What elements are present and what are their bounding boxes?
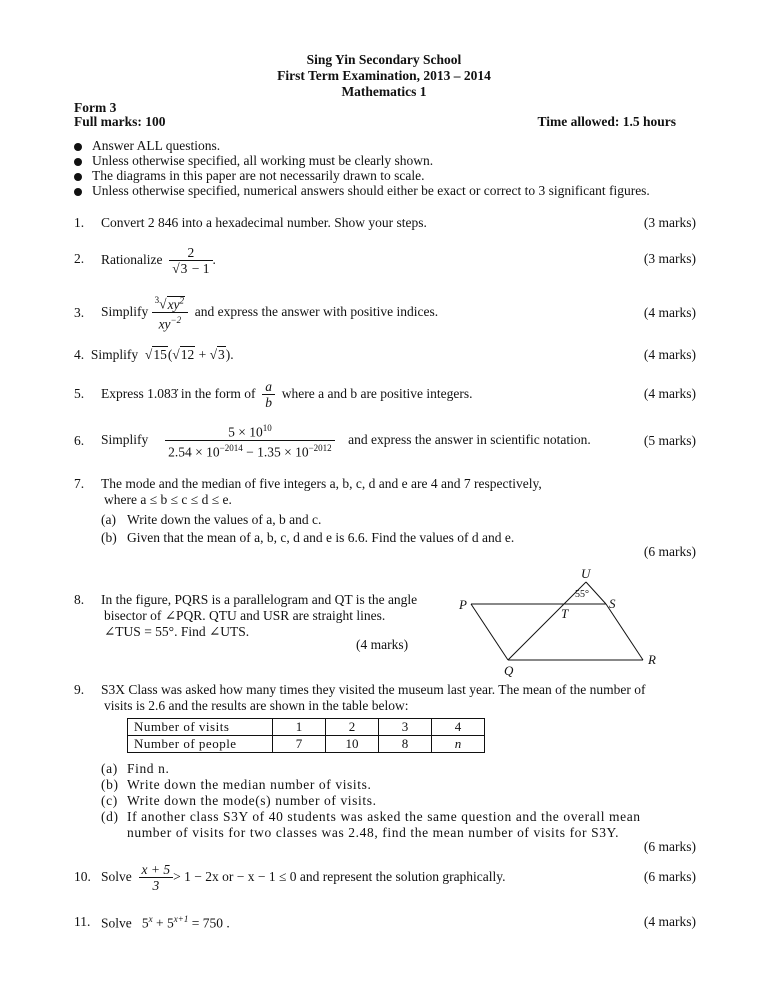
question-number: 6. [74,433,85,448]
question-marks: (6 marks) [643,839,696,854]
q9-part-b: Write down the median number of visits. [127,777,372,792]
angle-label: 55° [575,589,589,600]
q4-math: √15(√12 + √3). [144,347,234,362]
time-allowed: Time allowed: 1.5 hours [537,114,676,129]
line-PQ [471,604,508,660]
bullet-icon [74,143,82,151]
table-cell: 7 [273,736,326,753]
bullet-icon [74,158,82,166]
question-marks: (3 marks) [643,251,696,266]
q7-part-b-label: (b) [101,530,117,545]
question-number: 2. [74,251,85,266]
instruction-item: The diagrams in this paper are not necessarily drawn to scale. [92,168,425,183]
q6-lead: Simplify [101,432,149,447]
parallelogram-figure [440,562,680,682]
question-5-expression [101,376,473,412]
q5-lead: Express 1.083̇ in the form of [101,386,256,401]
question-marks: (6 marks) [643,544,696,559]
q8-line2: bisector of ∠PQR. QTU and USR are straight lines. [104,608,386,623]
q9-part-c-label: (c) [101,793,118,808]
label-T: T [561,606,569,621]
question-marks: (3 marks) [643,215,696,230]
table-row [128,719,485,736]
q6-numerator: $5 \times 10^{10}$ [165,421,335,441]
question-2-expression [101,242,216,278]
question-marks: (6 marks) [643,869,696,884]
q9-part-a-label: (a) [101,761,118,776]
table-cell: 3 [379,719,432,736]
question-number: 10. [74,869,91,884]
question-6-expression [101,420,591,460]
question-number: 11. [74,914,91,929]
question-marks: (4 marks) [643,305,696,320]
bullet-icon [74,173,82,181]
table-cell: n [432,736,485,753]
q7-part-a: Write down the values of a, b and c. [127,512,322,527]
q6-fraction [165,421,335,459]
line-US [586,582,606,604]
question-number: 3. [74,305,85,320]
q9-part-a: Find n. [127,761,170,776]
q9-part-b-label: (b) [101,777,119,792]
label-Q: Q [504,663,514,678]
q3-denominator: $xy^{-2}$ [158,314,182,331]
question-marks: (4 marks) [643,386,696,401]
q7-part-a-label: (a) [101,512,116,527]
question-marks: (5 marks) [643,433,696,448]
q10-lead: Solve [101,869,132,884]
q2-tail: . [212,252,216,267]
table-cell: 8 [379,736,432,753]
label-S: S [609,596,616,611]
q10-denominator: 3 [152,877,160,893]
q8-line3: ∠TUS = 55°. Find ∠UTS. [104,624,250,639]
table-row [128,736,485,753]
q9-line2: visits is 2.6 and the results are shown in the table below: [104,698,409,713]
q10-numerator: x + 5 [139,862,174,878]
label-R: R [648,652,656,667]
q11-lead: Solve [101,915,132,931]
instruction-item: Answer ALL questions. [92,138,221,153]
question-marks: (4 marks) [643,347,696,362]
form-label: Form 3 [74,100,117,115]
full-marks: Full marks: 100 [74,114,166,129]
table-header-cell: Number of people [128,736,273,753]
q5-tail: where a and b are positive integers. [281,386,473,401]
table-cell: 4 [432,719,485,736]
q6-denominator: $2.54 \times 10^{-2014} - 1.35 \times 10^{-2012}$ [168,442,332,459]
q10-fraction [139,862,174,893]
table-header-cell: Number of visits [128,719,273,736]
q2-fraction [169,245,212,276]
q7-line2: where a ≤ b ≤ c ≤ d ≤ e. [104,492,232,507]
q7-line1: The mode and the median of five integers a, b, c, d and e are 4 and 7 respectively, [101,476,542,491]
question-number: 8. [74,592,85,607]
exam-title: First Term Examination, 2013 – 2014 [277,68,491,83]
bullet-icon [74,188,82,196]
q9-part-c: Write down the mode(s) number of visits. [127,793,377,808]
q2-lead: Rationalize [101,252,163,267]
table-cell: 10 [326,736,379,753]
question-11-expression: Solve $5^x + 5^{x+1} = 750$ . [101,914,230,931]
visits-table [127,718,485,753]
q3-tail: and express the answer with positive indices. [194,304,439,319]
question-marks: (4 marks) [643,914,696,929]
q4-lead: Simplify [90,347,139,362]
instruction-item: Unless otherwise specified, numerical answers should either be exact or correct to 3 significant figures. [92,183,650,198]
question-number: 4. [74,347,85,362]
q6-tail: and express the answer in scientific notation. [348,432,591,447]
q3-numerator: $^3√xy^2$ [152,293,188,313]
question-marks: (4 marks) [356,637,409,652]
question-number: 9. [74,682,85,697]
q7-part-b: Given that the mean of a, b, c, d and e is 6.6. Find the values of d and e. [127,530,515,545]
question-4-expression [74,347,234,363]
q9-line1: S3X Class was asked how many times they visited the museum last year. The mean of the number of [101,682,646,697]
question-number: 1. [74,215,85,230]
q9-part-d-line2: number of visits for two classes was 2.48, find the mean number of visits for S3Y. [127,825,620,840]
instruction-item: Unless otherwise specified, all working must be clearly shown. [92,153,434,168]
q9-part-d-line1: If another class S3Y of 40 students was asked the same question and the overall mean [127,809,641,824]
q3-lead: Simplify [101,304,149,319]
q10-tail: > 1 − 2x or − x − 1 ≤ 0 and represent the solution graphically. [173,869,506,884]
question-3-expression [101,292,438,332]
q8-line1: In the figure, PQRS is a parallelogram and QT is the angle [101,592,418,607]
q2-denominator: √3 − 1 [172,260,210,276]
label-U: U [581,566,591,581]
question-1-text: Convert 2 846 into a hexadecimal number. Show your steps. [101,215,427,230]
line-SR [606,604,643,660]
label-P: P [459,597,467,612]
q3-fraction [152,293,188,331]
q2-numerator: 2 [169,245,212,261]
subject-title: Mathematics 1 [341,84,427,99]
q9-part-d-label: (d) [101,809,119,824]
question-number: 7. [74,476,85,491]
school-name: Sing Yin Secondary School [306,52,462,67]
table-cell: 2 [326,719,379,736]
q5-fraction: $\frac{a}{b}$ [262,379,275,410]
question-number: 5. [74,386,85,401]
question-10-expression [101,858,506,896]
table-cell: 1 [273,719,326,736]
